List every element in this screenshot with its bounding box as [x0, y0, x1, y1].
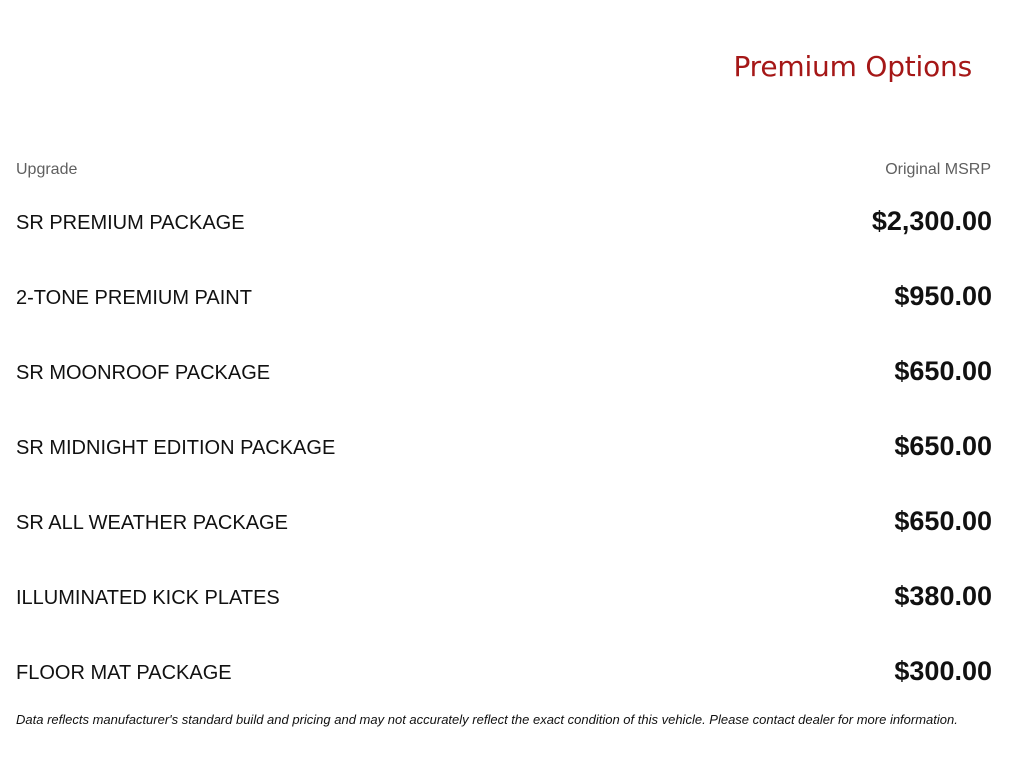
option-name: FLOOR MAT PACKAGE: [16, 662, 232, 684]
table-header: [16, 161, 991, 179]
option-price: $650.00: [894, 506, 992, 536]
option-name: SR MIDNIGHT EDITION PACKAGE: [16, 437, 336, 459]
option-price: $950.00: [894, 281, 992, 311]
option-name: SR PREMIUM PACKAGE: [16, 212, 245, 234]
option-row: [16, 422, 992, 497]
option-name: ILLUMINATED KICK PLATES: [16, 587, 280, 609]
disclaimer-text: Data reflects manufacturer's standard build and pricing and may not accurately reflect the exact condition of this vehicle. Please contact dealer for more information.: [16, 712, 958, 727]
option-name: SR MOONROOF PACKAGE: [16, 362, 271, 384]
option-price: $380.00: [894, 581, 992, 611]
option-price: $650.00: [894, 356, 992, 386]
option-row: [16, 647, 992, 722]
option-row: [16, 272, 992, 347]
options-list: [16, 197, 992, 722]
option-row: [16, 197, 992, 272]
option-row: [16, 497, 992, 572]
option-name: 2-TONE PREMIUM PAINT: [16, 287, 252, 309]
option-row: [16, 572, 992, 647]
option-price: $300.00: [894, 656, 992, 686]
option-row: [16, 347, 992, 422]
upgrade-column-header: Upgrade: [16, 161, 78, 178]
msrp-column-header: Original MSRP: [885, 161, 991, 178]
option-name: SR ALL WEATHER PACKAGE: [16, 512, 288, 534]
option-price: $2,300.00: [871, 206, 992, 236]
option-price: $650.00: [894, 431, 992, 461]
page-title: Premium Options: [733, 50, 972, 83]
